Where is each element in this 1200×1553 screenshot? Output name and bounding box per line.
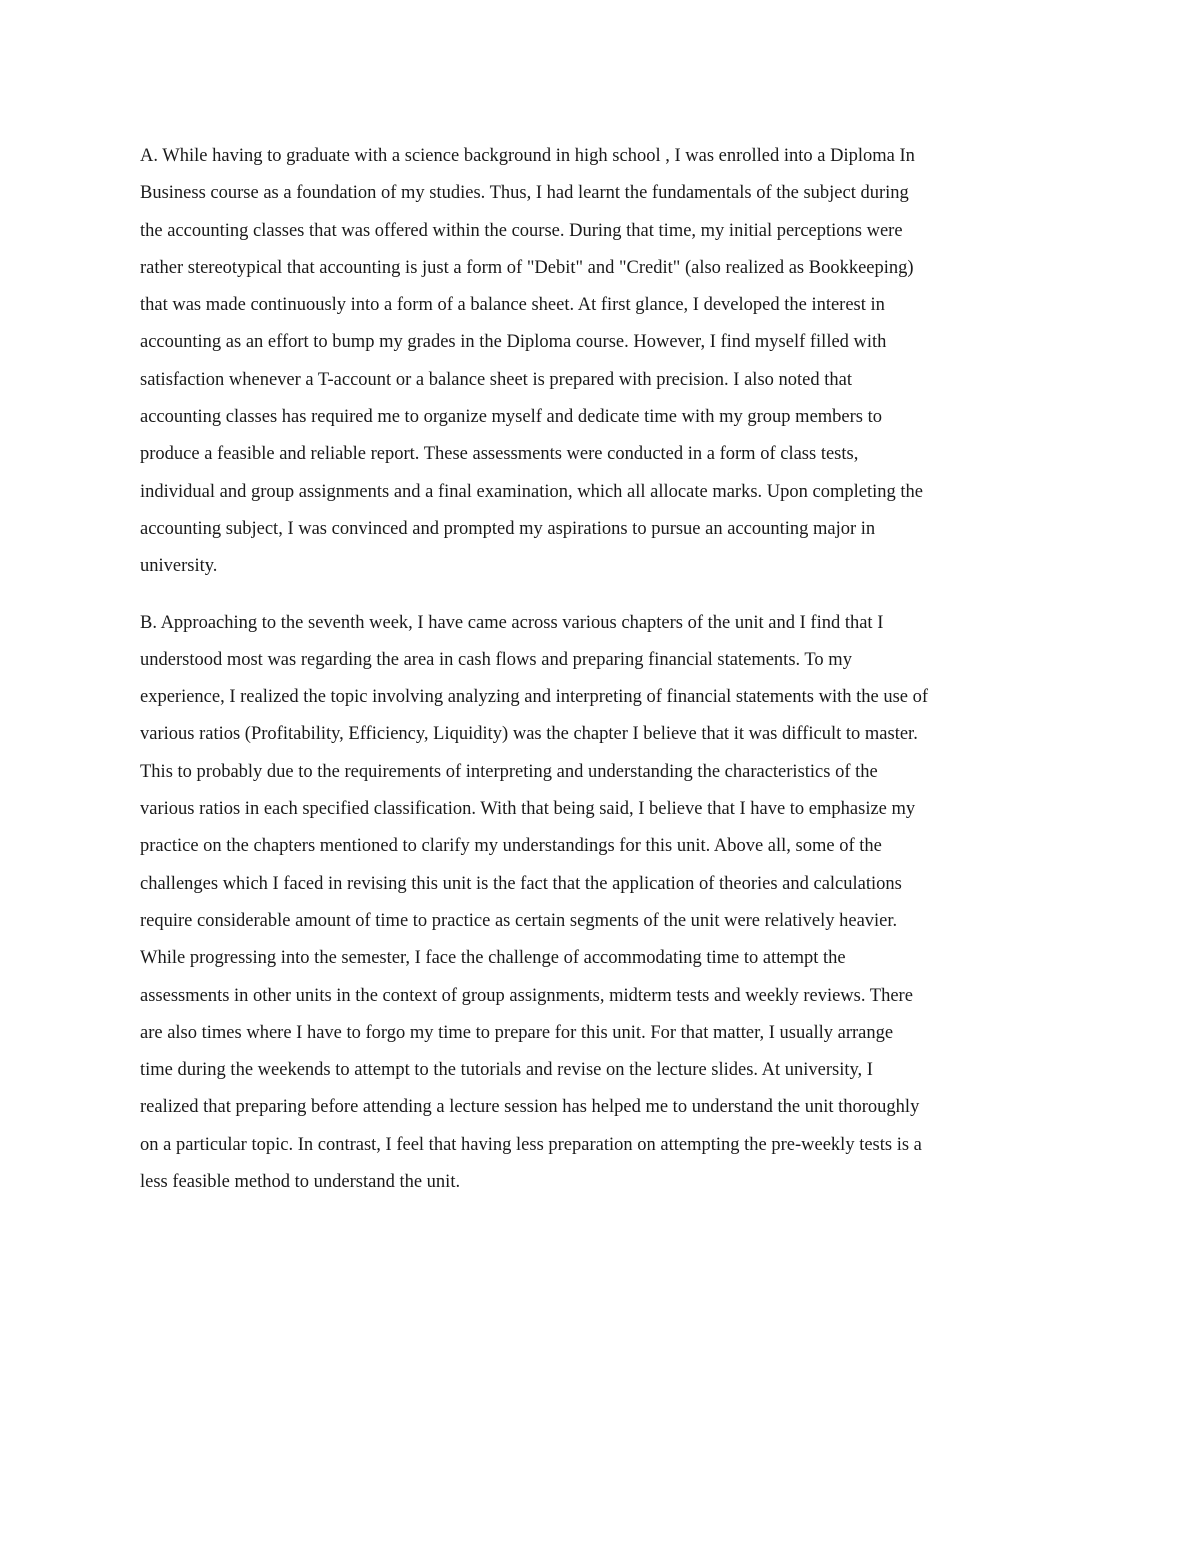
text-line: university.: [140, 556, 218, 577]
text-line: require considerable amount of time to practice as certain segments of the unit were relatively heavier.: [140, 910, 898, 931]
text-line: are also times where I have to forgo my time to prepare for this unit. For that matter, I usually arrange: [140, 1022, 894, 1043]
text-line: practice on the chapters mentioned to clarify my understandings for this unit. Above all, some of the: [140, 836, 882, 857]
text-line: understood most was regarding the area in cash flows and preparing financial statements. To my: [140, 649, 852, 670]
text-line: that was made continuously into a form of a balance sheet. At first glance, I developed the interest in: [140, 295, 885, 316]
text-line: less feasible method to understand the unit.: [140, 1172, 461, 1193]
text-line: experience, I realized the topic involving analyzing and interpreting of financial statements with the use of: [140, 687, 929, 708]
text-line: produce a feasible and reliable report. These assessments were conducted in a form of class tests,: [140, 444, 859, 465]
text-line: realized that preparing before attending a lecture session has helped me to understand the unit thoroughly: [140, 1097, 920, 1118]
text-line: assessments in other units in the context of group assignments, midterm tests and weekly reviews. There: [140, 985, 913, 1006]
text-line: This to probably due to the requirements of interpreting and understanding the characteristics of the: [140, 761, 878, 782]
text-line: satisfaction whenever a T-account or a balance sheet is prepared with precision. I also noted that: [140, 369, 852, 390]
text-line: A. While having to graduate with a science background in high school , I was enrolled into a Diploma In: [140, 146, 915, 166]
text-line: accounting classes has required me to organize myself and dedicate time with my group members to: [140, 407, 883, 428]
text-line: various ratios (Profitability, Efficiency, Liquidity) was the chapter I believe that it was difficult to master.: [140, 724, 918, 745]
document-body: [140, 138, 1070, 1201]
text-line: on a particular topic. In contrast, I feel that having less preparation on attempting the pre-weekly tests is a: [140, 1134, 922, 1155]
text-line: various ratios in each specified classification. With that being said, I believe that I have to emphasize my: [140, 799, 916, 820]
text-line: accounting subject, I was convinced and prompted my aspirations to pursue an accounting major in: [140, 518, 876, 539]
text-line: the accounting classes that was offered within the course. During that time, my initial perceptions were: [140, 220, 903, 241]
text-line: Business course as a foundation of my studies. Thus, I had learnt the fundamentals of the subject during: [140, 183, 909, 204]
paragraph-a: [140, 138, 1070, 586]
text-line: individual and group assignments and a final examination, which all allocate marks. Upon completing the: [140, 481, 923, 502]
text-line: time during the weekends to attempt to the tutorials and revise on the lecture slides. At university, I: [140, 1060, 873, 1081]
text-line: accounting as an effort to bump my grades in the Diploma course. However, I find myself filled with: [140, 332, 887, 353]
text-line: rather stereotypical that accounting is just a form of "Debit" and "Credit" (also realized as Bookkeeping): [140, 257, 914, 278]
text-line: While progressing into the semester, I face the challenge of accommodating time to attempt the: [140, 948, 846, 969]
text-line: B. Approaching to the seventh week, I have came across various chapters of the unit and I find that I: [140, 612, 884, 633]
paragraph-b: [140, 605, 1070, 1202]
text-line: challenges which I faced in revising this unit is the fact that the application of theories and calculations: [140, 873, 902, 894]
